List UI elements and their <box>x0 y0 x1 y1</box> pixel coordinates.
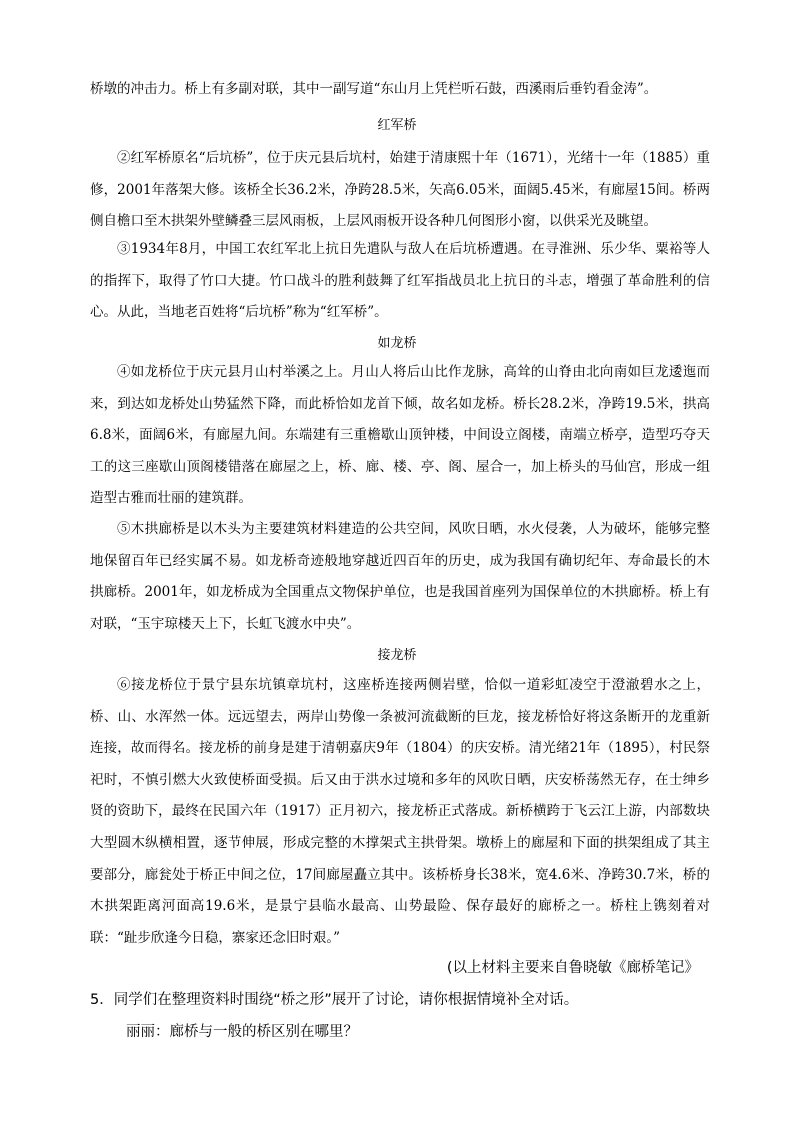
paragraph-5: ⑤木拱廊桥是以木头为主要建筑材料建造的公共空间，风吹日晒，水火侵袭，人为破坏，能够完整地保留百年已经实属不易。如龙桥奇迹般地穿越近四百年的历史，成为我国有确切纪年、寿命最长的木拱廊桥。2001年，如龙桥成为全国重点文物保护单位，也是我国首座列为国保单位的木拱廊桥。桥上有对联，“玉宇琼楼天上下，长虹飞渡水中央”。 <box>90 521 710 632</box>
dialogue-line-lili: 丽丽：廊桥与一般的桥区别在哪里？ <box>126 1024 358 1040</box>
source-citation: (以上材料主要来自鲁晓敏《廊桥笔记》 <box>446 960 699 976</box>
paragraph-4: ④如龙桥位于庆元县月山村举溪之上。月山人将后山比作龙脉，高耸的山脊由北向南如巨龙逶迤而来，到达如龙桥处山势猛然下降，而此桥恰如龙首下倾，故名如龙桥。桥长28.2米，净跨19.5米，拱高6.8米，面阔6米，有廊屋九间。东端建有三重檐歇山顶钟楼，中间设立阁楼，南端立桥亭，造型巧夺天工的这三座歇山顶阁楼错落在廊屋之上，桥、廊、楼、亭、阁、屋合一，加上桥头的马仙宫，形成一组造型古雅而壮丽的建筑群。 <box>90 364 710 507</box>
question-5: 5．同学们在整理资料时围绕“桥之形”展开了讨论，请你根据情境补全对话。 <box>90 992 579 1008</box>
paragraph-3: ③1934年8月，中国工农红军北上抗日先遣队与敌人在后坑桥遭遇。在寻淮洲、乐少华、粟裕等人的指挥下，取得了竹口大捷。竹口战斗的胜利鼓舞了红军指战员北上抗日的斗志，增强了革命胜利的信心。从此，当地老百姓将“后坑桥”称为“红军桥”。 <box>90 241 710 321</box>
paragraph-2: ②红军桥原名“后坑桥”，位于庆元县后坑村，始建于清康熙十年（1671），光绪十一年（1885）重修，2001年落架大修。该桥全长36.2米，净跨28.5米，矢高6.05米，面阔5.45米，有廊屋15间。桥两侧自檐口至木拱架外壁鳞叠三层风雨板，上层风雨板开设各种几何图形小窗，以供采光及眺望。 <box>90 150 710 230</box>
paragraph-6: ⑥接龙桥位于景宁县东坑镇章坑村，这座桥连接两侧岩壁，恰似一道彩虹凌空于澄澈碧水之上，桥、山、水浑然一体。远远望去，两岸山势像一条被河流截断的巨龙，接龙桥恰好将这条断开的龙重新连接，故而得名。接龙桥的前身是建于清朝嘉庆9年（1804）的庆安桥。清光绪21年（1895），村民祭祀时，不慎引燃大火致使桥面受损。后又由于洪水过境和多年的风吹日晒，庆安桥荡然无存，在士绅乡贤的资助下，最终在民国六年（1917）正月初六，接龙桥正式落成。新桥横跨于飞云江上游，内部数块大型圆木纵横相置，逐节伸展，形成完整的木撑架式主拱骨架。墩桥上的廊屋和下面的拱架组成了其主要部分，廊瓮处于桥正中间之位，17间廊屋矗立其中。该桥桥身长38米，宽4.6米、净跨30.7米，桥的木拱架距离河面高19.6米，是景宁县临水最高、山势最险、保存最好的廊桥之一。桥柱上镌刻着对联：“趾步欣逢今日稳，寨家还念旧时艰。” <box>90 677 710 946</box>
section-heading-jielong-bridge: 接龙桥 <box>377 648 417 663</box>
paragraph-continuation: 桥墩的冲击力。桥上有多副对联，其中一副写道“东山月上凭栏听石鼓，西溪雨后垂钓看金涛”。 <box>90 81 658 97</box>
section-heading-hongjun-bridge: 红军桥 <box>377 118 417 133</box>
section-heading-rulong-bridge: 如龙桥 <box>377 336 417 351</box>
